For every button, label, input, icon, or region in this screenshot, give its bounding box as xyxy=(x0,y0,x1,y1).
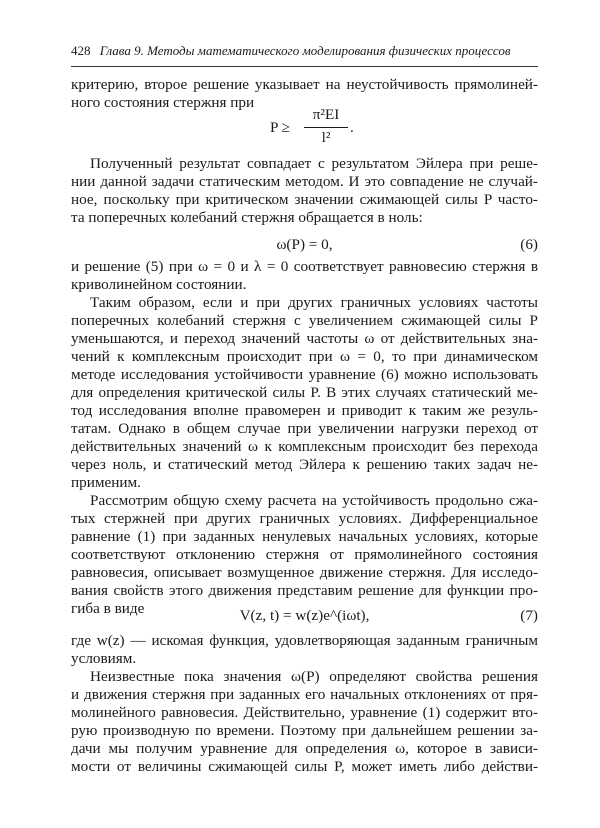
text-line: через ноль, и статический метод Эйлера к решению таких задач не- xyxy=(71,456,538,473)
text-line: Таким образом, если и при других граничных условиях частоты xyxy=(90,294,538,311)
text-line: равновесия, описывает возмущенное движение стержня. Для исследо- xyxy=(71,564,538,581)
text-line: рую производную по времени. Поэтому при дальнейшем решении за- xyxy=(71,722,538,739)
eq-numerator: π²EI xyxy=(312,106,340,123)
text-line: Полученный результат совпадает с результатом Эйлера при реше- xyxy=(90,155,538,172)
text-line: тых стержней при других граничных условиях. Дифференциальное xyxy=(71,510,538,527)
eq-denominator: l² xyxy=(321,129,331,146)
text-line: условиям. xyxy=(71,650,137,667)
text-line: критерию, второе решение указывает на неустойчивость прямолиней- xyxy=(71,76,538,93)
text-line: татам. Однако в общем случае при увеличении нагрузки переход от xyxy=(71,420,538,437)
text-line: и движения стержня при заданных его начальных отклонениях от пря- xyxy=(71,686,538,703)
eq-lhs: P ≥ xyxy=(270,119,291,136)
text-line: нии данной задачи статическим методом. И это совпадение не случай- xyxy=(71,173,538,190)
page-number: 428 xyxy=(71,43,91,58)
text-line: чений к комплексным происходит при ω = 0, то при динамическом xyxy=(71,348,538,365)
text-line: применим. xyxy=(71,474,141,491)
equation-6 xyxy=(71,235,538,255)
text-line: вания свойств этого движения представим решение для функции про- xyxy=(71,582,538,599)
text-line: где w(z) — искомая функция, удовлетворяющая заданным граничным xyxy=(71,632,538,649)
running-title: Глава 9. Методы математического моделирования физических процессов xyxy=(99,43,511,58)
text-line: ное, поскольку при критическом значении сжимающей силы P часто- xyxy=(71,191,538,208)
equation-7 xyxy=(71,606,538,626)
text-line: методе исследования устойчивости уравнение (6) можно использовать xyxy=(71,366,538,383)
text-line: ного состояния стержня при xyxy=(71,94,255,111)
text-line: молинейного равновесия. Действительно, уравнение (1) содержит вто- xyxy=(71,704,538,721)
text-line: дачи мы получим уравнение для определения ω, которое в зависи- xyxy=(71,740,538,757)
text-line: Рассмотрим общую схему расчета на устойчивость продольно сжа- xyxy=(90,492,538,509)
eq6-text: ω(P) = 0, xyxy=(276,236,333,253)
eq7-number: (7) xyxy=(520,607,538,624)
fraction-bar xyxy=(304,127,348,128)
text-line: криволинейном состоянии. xyxy=(71,276,247,293)
eq7-text: V(z, t) = w(z)e^(iωt), xyxy=(239,607,370,624)
critical-load-equation xyxy=(270,106,370,150)
text-line: та поперечных колебаний стержня обращается в ноль: xyxy=(71,209,423,226)
header-rule xyxy=(71,66,538,67)
text-line: уменьшаются, и переход значений частоты ω от действительных зна- xyxy=(71,330,538,347)
text-line: гиба в виде xyxy=(71,600,145,617)
text-line: и решение (5) при ω = 0 и λ = 0 соответствует равновесию стержня в xyxy=(71,258,538,275)
running-header xyxy=(71,43,539,59)
text-line: мости от величины сжимающей силы P, может иметь либо действи- xyxy=(71,758,538,775)
eq-tail: . xyxy=(350,119,354,136)
text-line: действительных значений ω к комплексным происходит без перехода xyxy=(71,438,538,455)
text-line: поперечных колебаний стержня с увеличением сжимающей силы P xyxy=(71,312,538,329)
text-line: тод исследования вполне правомерен и приводит к таким же резуль- xyxy=(71,402,538,419)
eq6-number: (6) xyxy=(520,236,538,253)
text-line: Неизвестные пока значения ω(P) определяют свойства решения xyxy=(90,668,538,685)
text-line: соответствуют отклонению стержня от прямолинейного состояния xyxy=(71,546,538,563)
text-line: равнение (1) при заданных ненулевых начальных условиях, которые xyxy=(71,528,538,545)
text-line: для определения критической силы P. В этих случаях статический ме- xyxy=(71,384,538,401)
